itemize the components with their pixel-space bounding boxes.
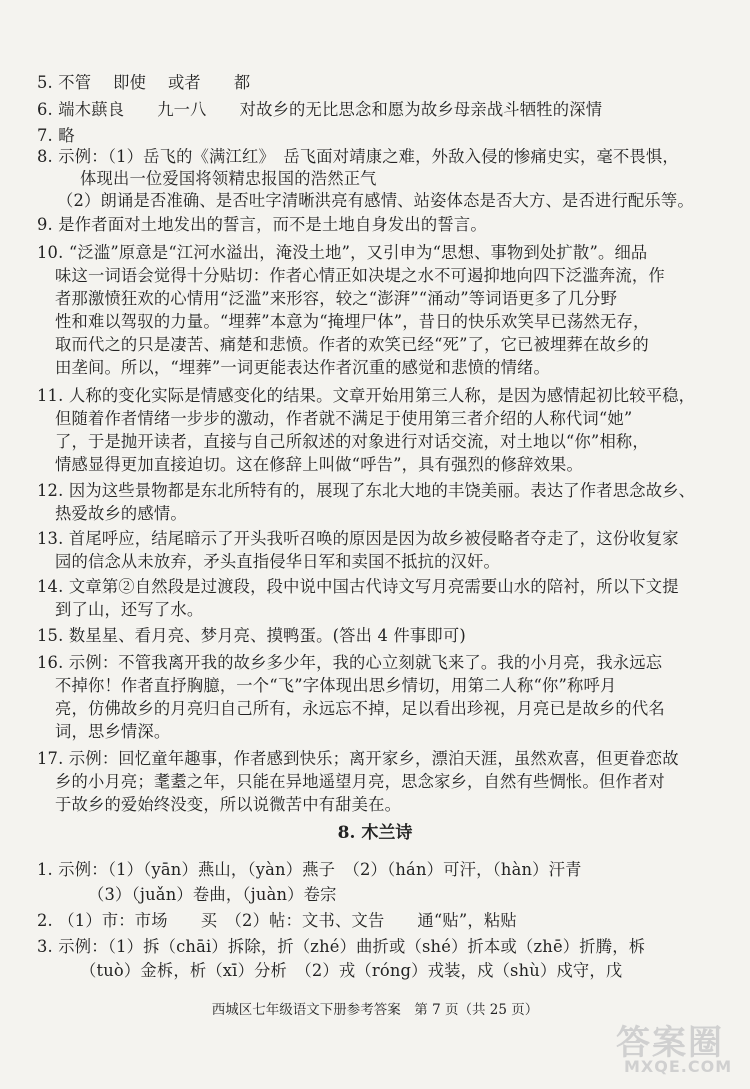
text-line: 6. 端木蕻良 九一八 对故乡的无比思念和愿为故乡母亲战斗牺牲的深情	[37, 100, 603, 119]
text-line: 体现出一位爱国将领精忠报国的浩然正气	[80, 169, 377, 188]
section-title: 8. 木兰诗	[337, 823, 413, 843]
text-line: （3）（juǎn）卷曲，（juàn）卷宗	[88, 885, 337, 904]
text-line: 15. 数星星、看月亮、梦月亮、摸鸭蛋。(答出 4 件事即可)	[37, 626, 466, 645]
text-line: 了，于是抛开读者，直接与自己所叙述的对象进行对话交流，对土地以“你”相称，	[55, 432, 649, 451]
watermark-text: 答案圈	[616, 1023, 724, 1063]
text-line: 14. 文章第②自然段是过渡段，段中说中国古代诗文写月亮需要山水的陪衬，所以下文提	[37, 577, 679, 596]
text-line: 7. 略	[37, 126, 75, 145]
text-line: 9. 是作者面对土地发出的誓言，而不是土地自身发出的誓言。	[37, 215, 487, 234]
text-line: 但随着作者情绪一步步的激动，作者就不满足于使用第三者介绍的人称代词“她”	[55, 409, 633, 428]
text-line: 8. 示例：（1）岳飞的《满江红》 岳飞面对靖康之难，外敌入侵的惨痛史实，毫不畏惧，	[37, 147, 679, 166]
text-line: （2）朗诵是否准确、是否吐字清晰洪亮有感情、站姿体态是否大方、是否进行配乐等。	[57, 191, 694, 210]
text-line: 亮，仿佛故乡的月亮归自己所有，永远忘不掉，足以看出珍视，月亮已是故乡的代名	[55, 699, 665, 718]
text-line: 11. 人称的变化实际是情感变化的结果。文章开始用第三人称，是因为感情起初比较平稳，	[37, 386, 696, 405]
text-line: 性和难以驾驭的力量。“埋葬”本意为“掩埋尸体”，昔日的快乐欢笑早已荡然无存，	[55, 312, 650, 331]
page-footer: 西城区七年级语文下册参考答案 第 7 页（共 25 页）	[211, 1002, 539, 1018]
text-line: 16. 示例：不管我离开我的故乡多少年，我的心立刻就飞来了。我的小月亮，我永远忘	[37, 653, 663, 672]
text-line: 17. 示例：回忆童年趣事，作者感到快乐；离开家乡，漂泊天涯，虽然欢喜，但更眷恋故	[37, 749, 679, 768]
text-line: 3. 示例：（1）拆（chāi）拆除，折（zhé）曲折或（shé）折本或（zhē）折腾，柝	[37, 937, 646, 956]
text-line: 1. 示例：（1）（yān）燕山，（yàn）燕子 （2）（hán）可汗，（hàn）汗青	[37, 860, 582, 879]
text-line: 味这一词语会觉得十分贴切：作者心情正如决堤之水不可遏抑地向四下泛滥奔流，作	[55, 266, 665, 285]
text-line: （tuò）金柝，析（xī）分析 （2）戎（róng）戎装，戍（shù）戍守，戊	[80, 961, 623, 980]
text-line: 者那激愤狂欢的心情用“泛滥”来形容，较之“澎湃”“涌动”等词语更多了几分野	[55, 289, 618, 308]
text-line: 取而代之的只是凄苦、痛楚和悲愤。作者的欢笑已经“死”了，它已被埋葬在故乡的	[55, 335, 649, 354]
text-line: 于故乡的爱始终没变，所以说微苦中有甜美在。	[55, 795, 402, 814]
text-line: 热爱故乡的感情。	[55, 504, 187, 523]
text-line: 到了山，还写了水。	[55, 600, 204, 619]
text-line: 园的信念从未放弃，矛头直指侵华日军和卖国不抵抗的汉奸。	[55, 552, 500, 571]
text-line: 乡的小月亮；耄耋之年，只能在异地遥望月亮，思念家乡，自然有些惆怅。但作者对	[55, 772, 665, 791]
watermark-url: MXQE.COM	[624, 1057, 733, 1076]
watermark-logo	[610, 1015, 735, 1079]
text-line: 13. 首尾呼应，结尾暗示了开头我听召唤的原因是因为故乡被侵略者夺走了，这份收复家	[37, 529, 679, 548]
text-line: 5. 不管 即使 或者 都	[37, 73, 251, 92]
text-line: 词，思乡情深。	[55, 722, 171, 741]
text-line: 情感显得更加直接迫切。这在修辞上叫做“呼告”，具有强烈的修辞效果。	[55, 455, 583, 474]
text-line: 田垄间。所以，“埋葬”一词更能表达作者沉重的感觉和悲愤的情绪。	[55, 358, 551, 377]
text-line: 10. “泛滥”原意是“江河水溢出，淹没土地”，又引申为“思想、事物到处扩散”。细品	[37, 243, 648, 262]
text-line: 不掉你！作者直抒胸臆，一个“飞”字体现出思乡情切，用第二人称“你”称呼月	[55, 676, 617, 695]
text-line: 2. （1）市：市场 买 （2）帖：文书、文告 通“贴”，粘贴	[37, 911, 517, 930]
text-line: 12. 因为这些景物都是东北所特有的，展现了东北大地的丰饶美丽。表达了作者思念故乡、	[37, 481, 696, 500]
